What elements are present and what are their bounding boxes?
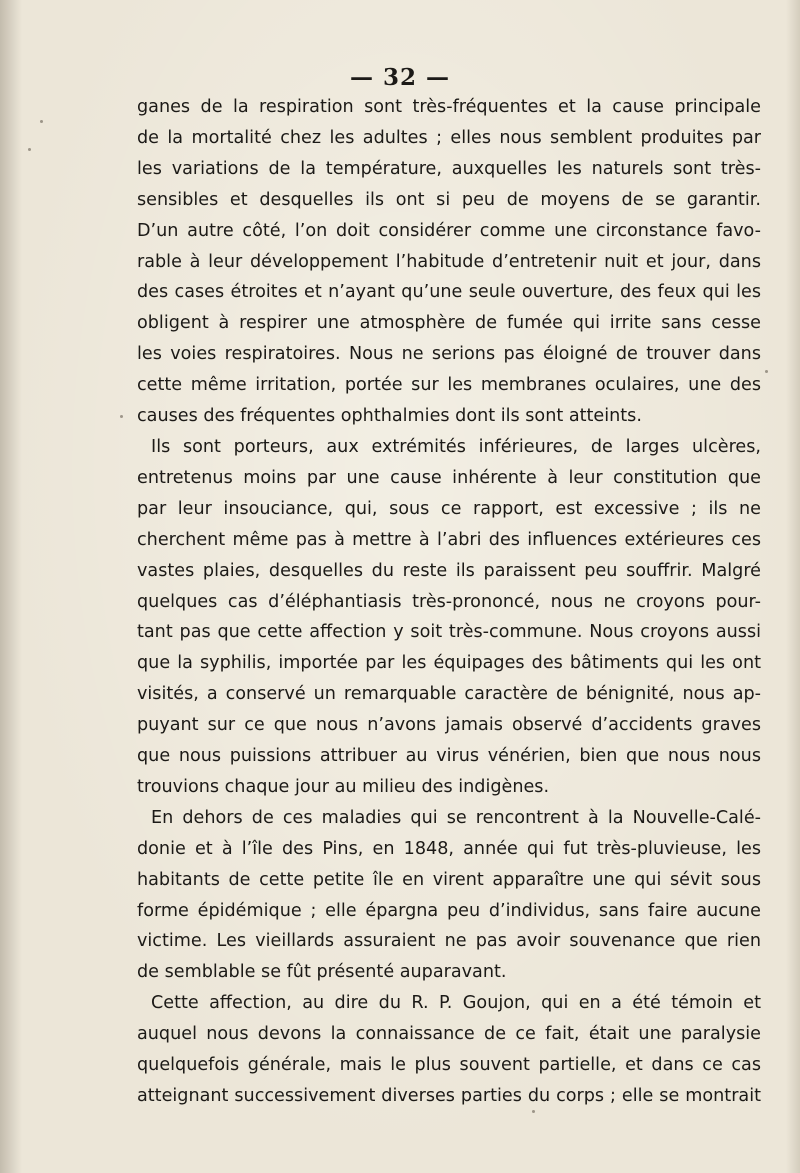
text-line: Cette affection, au dire du R. P. Goujon, qui en a été témoin et [151,993,761,1014]
paper-speck [532,1110,535,1113]
text-line: de la mortalité chez les adultes ; elles nous semblent produites par [137,127,761,148]
text-line: victime. Les vieillards assuraient ne pas avoir souvenance que rien [137,931,761,952]
text-line: des cases étroites et n’ayant qu’une seule ouverture, des feux qui les [137,282,761,303]
text-line: par leur insouciance, qui, sous ce rapport, est excessive ; ils ne [137,498,761,519]
text-line: tant pas que cette affection y soit très-commune. Nous croyons aussi [137,622,761,643]
paper-speck [765,370,768,373]
text-line: causes des fréquentes ophthalmies dont ils sont atteints. [137,406,642,427]
text-line: atteignant successivement diverses parties du corps ; elle se montrait [137,1086,761,1106]
page-number: — 32 — [349,64,451,91]
text-line: visités, a conservé un remarquable caractère de bénignité, nous ap- [137,684,761,705]
text-line: ganes de la respiration sont très-fréquentes et la cause principale [137,97,761,117]
text-line: D’un autre côté, l’on doit considérer comme une circonstance favo- [137,220,761,241]
paper-speck [120,415,123,418]
text-line: En dehors de ces maladies qui se rencontrent à la Nouvelle-Calé- [151,807,761,828]
page-edge-shadow [786,0,800,1173]
text-line: cherchent même pas à mettre à l’abri des influences extérieures ces [137,529,761,550]
text-line: rable à leur développement l’habitude d’entretenir nuit et jour, dans [137,251,761,272]
text-line: puyant sur ce que nous n’avons jamais observé d’accidents graves [137,715,761,736]
body-text [137,92,761,1112]
text-line: auquel nous devons la connaissance de ce fait, était une paralysie [137,1024,761,1045]
text-line: cette même irritation, portée sur les membranes oculaires, une des [137,375,761,396]
text-line: les variations de la température, auxquelles les naturels sont très- [137,158,761,179]
text-line: que la syphilis, importée par les équipages des bâtiments qui les ont [137,653,761,674]
text-line: de semblable se fût présenté auparavant. [137,962,507,983]
text-line: trouvions chaque jour au milieu des indigènes. [137,776,550,797]
text-line: obligent à respirer une atmosphère de fumée qui irrite sans cesse [137,313,761,334]
text-line: sensibles et desquelles ils ont si peu de moyens de se garantir. [137,189,761,210]
text-line: que nous puissions attribuer au virus vénérien, bien que nous nous [137,746,761,767]
text-line: quelques cas d’éléphantiasis très-prononcé, nous ne croyons pour- [137,591,761,612]
paper-speck [40,120,43,123]
page-spine-shadow [0,0,22,1173]
text-line: donie et à l’île des Pins, en 1848, année qui fut très-pluvieuse, les [137,838,761,859]
paper-speck [28,148,31,151]
text-line: habitants de cette petite île en virent apparaître une qui sévit sous [137,869,761,890]
text-line: Ils sont porteurs, aux extrémités inférieures, de larges ulcères, [151,436,761,457]
text-line: vastes plaies, desquelles du reste ils paraissent peu souffrir. Malgré [137,560,761,581]
text-line: entretenus moins par une cause inhérente à leur constitution que [137,467,761,488]
text-line: forme épidémique ; elle épargna peu d’individus, sans faire aucune [137,900,761,921]
text-line: les voies respiratoires. Nous ne serions pas éloigné de trouver dans [137,344,761,365]
text-line: quelquefois générale, mais le plus souvent partielle, et dans ce cas [137,1055,761,1076]
